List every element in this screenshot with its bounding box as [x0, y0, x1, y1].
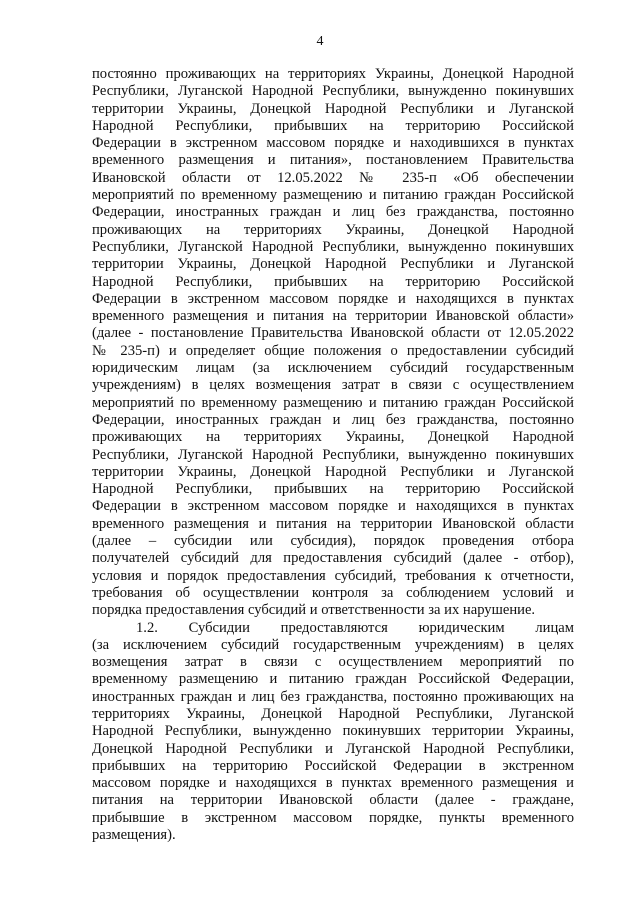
text-line: постоянно проживающих на территориях Украины, Донецкой Народной	[92, 66, 574, 82]
text-line: размещения).	[92, 827, 176, 844]
text-line: проживающих на территориях Украины, Донецкой Народной	[92, 429, 574, 446]
text-line: порядка предоставления субсидий и ответственности за их нарушение.	[92, 602, 536, 619]
text-line: Федерации, иностранных граждан и лиц без гражданства, постоянно	[92, 204, 574, 221]
text-line: Республики, Луганской Народной Республики, вынужденно покинувших	[92, 446, 574, 463]
text-line: территории Украины, Донецкой Народной Республики и Луганской	[92, 100, 574, 117]
text-line: Донецкой Народной Республики и Луганской Народной Республики,	[92, 740, 574, 757]
text-line: Федерации в экстренном массовом порядке и находившихся в пунктах	[92, 135, 574, 152]
text-line: территории Украины, Донецкой Народной Республики и Луганской	[92, 256, 574, 273]
text-line: прибывших на территорию Российской Федерации в экстренном	[92, 757, 574, 774]
text-line: мероприятий по временному размещению и питанию граждан Российской	[92, 187, 574, 204]
text-line: территориях Украины, Донецкой Народной Республики, Луганской	[92, 705, 574, 722]
text-line: Федерации, иностранных граждан и лиц без гражданства, постоянно	[92, 411, 574, 428]
text-line: проживающих на территориях Украины, Донецкой Народной	[92, 221, 574, 238]
text-line: временного размещения и питания на территории Ивановской области	[92, 515, 574, 532]
text-line: Народной Республики, прибывших на территорию Российской	[92, 117, 574, 134]
clause-heading-line: 1.2. Субсидии предоставляются юридическим лицам	[136, 619, 574, 636]
text-line: прибывшие в экстренном массовом порядке, пункты временного	[92, 809, 574, 826]
text-line: временному размещению и питанию граждан Российской Федерации,	[92, 671, 574, 688]
page-number: 4	[316, 34, 324, 49]
text-line: территории Украины, Донецкой Народной Республики и Луганской	[92, 463, 574, 480]
text-line: временного размещения и питания на территории Ивановской области»	[92, 308, 574, 325]
text-line: Народной Республики, прибывших на территорию Российской	[92, 481, 574, 498]
text-line: учреждениям) в целях возмещения затрат в связи с осуществлением	[92, 377, 574, 394]
text-line: получателей субсидий для предоставления субсидий (далее - отбор),	[92, 550, 574, 567]
text-line: временного размещения и питания», постановлением Правительства	[92, 152, 574, 169]
text-line: условия и порядок предоставления субсидий, требования к отчетности,	[92, 567, 574, 584]
text-line: требования об осуществлении контроля за соблюдением условий и	[92, 584, 574, 601]
document-body	[92, 66, 574, 844]
text-line: массовом порядке и находящихся в пунктах временного размещения и	[92, 775, 574, 792]
text-line: Ивановской области от 12.05.2022 № 235-п «Об обеспечении	[92, 169, 574, 186]
text-line: возмещения затрат в связи с осуществлением мероприятий по	[92, 654, 574, 671]
text-line: Республики, Луганской Народной Республики, вынужденно покинувших	[92, 83, 574, 100]
text-line: питания на территории Ивановской области (далее - граждане,	[92, 792, 574, 809]
text-line: юридическим лицам (за исключением субсидий государственным	[92, 360, 574, 377]
text-line: (за исключением субсидий государственным учреждениям) в целях	[92, 636, 574, 653]
text-line: Республики, Луганской Народной Республики, вынужденно покинувших	[92, 238, 574, 255]
text-line: Народной Республики, прибывших на территорию Российской	[92, 273, 574, 290]
text-line: Федерации в экстренном массовом порядке и находящихся в пунктах	[92, 498, 574, 515]
text-line: № 235-п) и определяет общие положения о предоставлении субсидий	[92, 342, 574, 359]
text-line: (далее – субсидии или субсидия), порядок проведения отбора	[92, 533, 574, 550]
text-line: (далее - постановление Правительства Ивановской области от 12.05.2022	[92, 325, 574, 342]
text-line: иностранных граждан и лиц без гражданства, постоянно проживающих на	[92, 688, 574, 705]
text-line: мероприятий по временному размещению и питанию граждан Российской	[92, 394, 574, 411]
text-line: Федерации в экстренном массовом порядке и находящихся в пунктах	[92, 290, 574, 307]
text-line: Народной Республики, вынужденно покинувших территории Украины,	[92, 723, 574, 740]
